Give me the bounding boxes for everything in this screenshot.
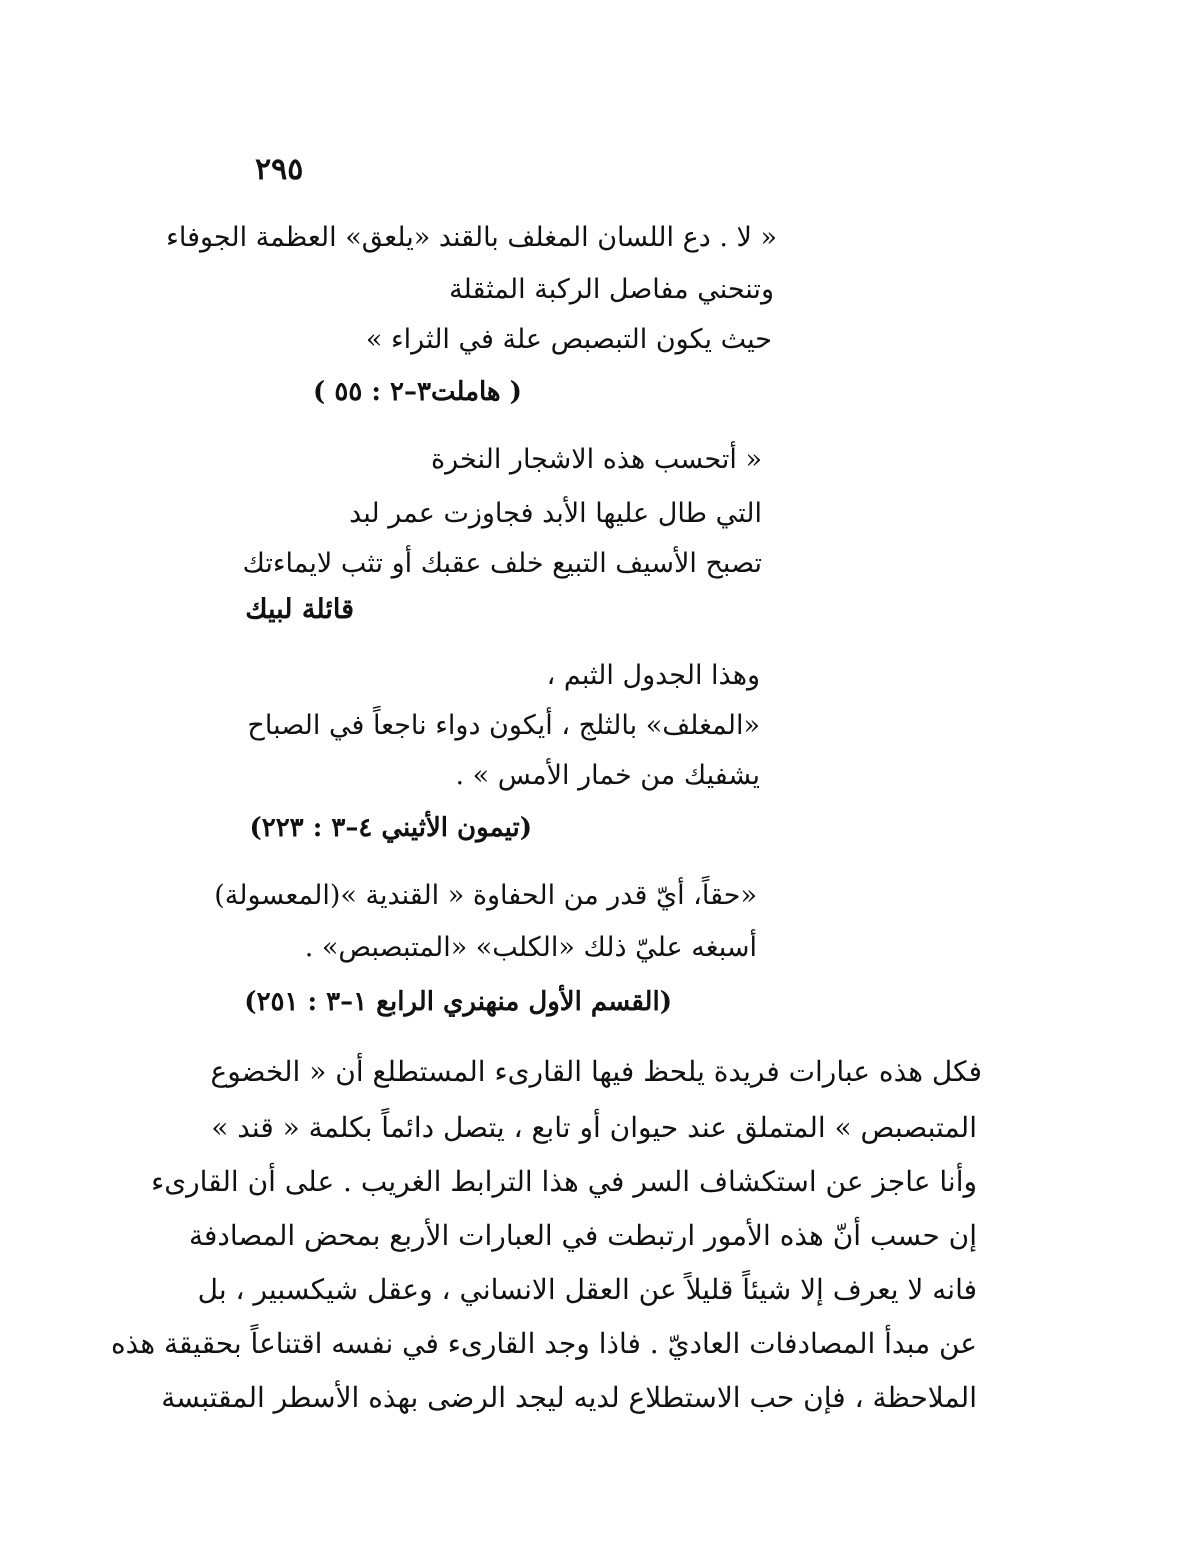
quote-2-line-3: تصبح الأسيف التبيع خلف عقبك أو تثب لايماءتك xyxy=(242,548,762,579)
paragraph-line-1: فكل هذه عبارات فريدة يلحظ فيها القارىء المستطلع أن « الخضوع xyxy=(210,1055,982,1088)
page-number: ٢٩٥ xyxy=(255,152,304,187)
paragraph-line-4: إن حسب أنّ هذه الأمور ارتبطت في العبارات الأربع بمحض المصادفة xyxy=(188,1219,977,1252)
paragraph-line-3: وأنا عاجز عن استكشاف السر في هذا الترابط الغريب . على أن القارىء xyxy=(151,1165,977,1198)
quote-2-line-4: قائلة لبيك xyxy=(245,594,354,625)
quote-1-line-2: وتنحني مفاصل الركبة المثقلة xyxy=(449,274,774,305)
quote-1-line-3: حيث يكون التبصبص علة في الثراء » xyxy=(365,324,772,355)
quote-3-citation: (القسم الأول منهنري الرابع ١–٣ : ٢٥١) xyxy=(244,987,672,1017)
quote-2-line-2: التي طال عليها الأبد فجاوزت عمر لبد xyxy=(349,498,762,529)
quote-2-line-5: وهذا الجدول الثبم ، xyxy=(546,660,760,691)
paragraph-line-7: الملاحظة ، فإن حب الاستطلاع لديه ليجد الرضى بهذه الأسطر المقتبسة xyxy=(161,1381,977,1414)
quote-3-line-2: أسبغه عليّ ذلك «الكلب» «المتبصبص» . xyxy=(304,932,757,963)
quote-2-citation: (تيمون الأثيني ٤–٣ : ٢٢٣) xyxy=(249,813,532,843)
quote-3-line-1: «حقاً، أيّ قدر من الحفاوة « القندية »(المعسولة) xyxy=(214,880,757,911)
quote-2-line-7: يشفيك من خمار الأمس » . xyxy=(455,760,760,791)
quote-2-line-1: « أتحسب هذه الاشجار النخرة xyxy=(430,444,762,475)
paragraph-line-6: عن مبدأ المصادفات العاديّ . فاذا وجد القارىء في نفسه اقتناعاً بحقيقة هذه xyxy=(110,1327,977,1360)
quote-1-citation: ( هاملت٣–٢ : ٥٥ ) xyxy=(313,377,522,407)
quote-2-line-6: «المغلف» بالثلج ، أيكون دواء ناجعاً في الصباح xyxy=(247,710,760,741)
paragraph-line-2: المتبصبص » المتملق عند حيوان أو تابع ، يتصل دائماً بكلمة « قند » xyxy=(211,1111,977,1144)
paragraph-line-5: فانه لا يعرف إلا شيئاً قليلاً عن العقل الانساني ، وعقل شيكسبير ، بل xyxy=(197,1273,977,1306)
quote-1-line-1: « لا . دع اللسان المغلف بالقند «يلعق» العظمة الجوفاء xyxy=(166,222,777,253)
